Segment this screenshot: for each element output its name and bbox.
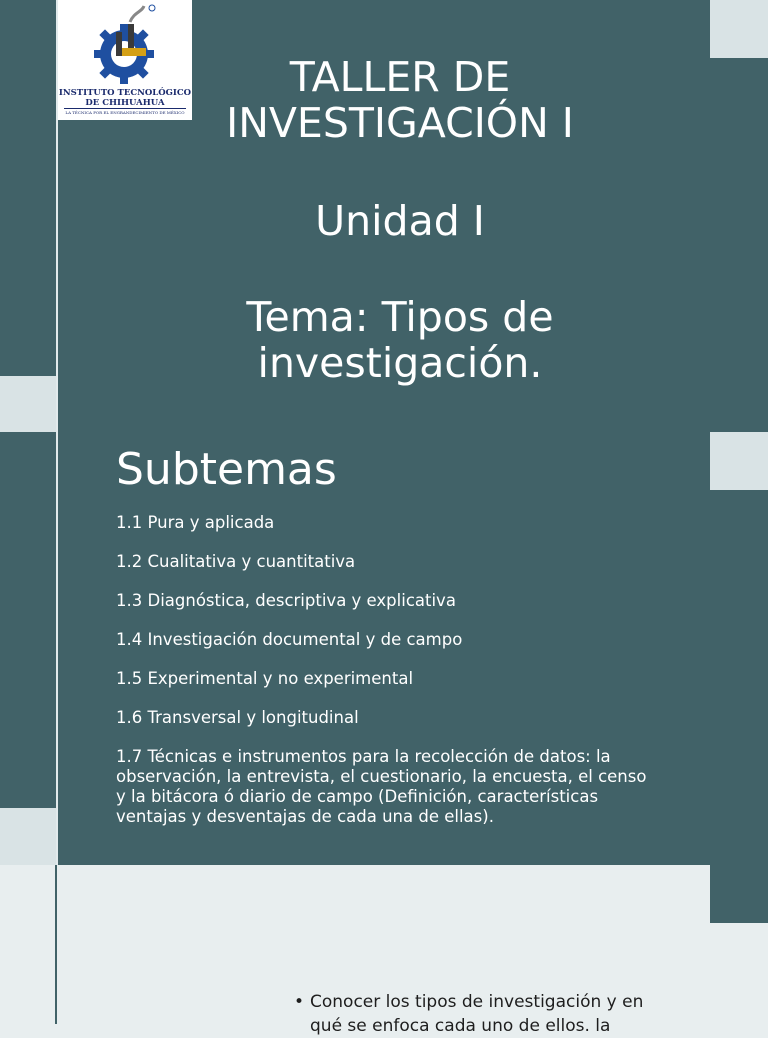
list-item: 1.1 Pura y aplicada [116, 513, 275, 532]
logo-name-line-2: DE CHIHUAHUA [85, 98, 165, 108]
objective-bullet [294, 990, 714, 1038]
topic-title [130, 294, 670, 386]
course-title [130, 54, 670, 146]
bullet-icon: • [294, 992, 305, 1012]
course-title-line-1: TALLER DE [289, 53, 511, 101]
left-accent-square [0, 376, 56, 432]
course-title-line-2: INVESTIGACIÓN I [226, 99, 574, 147]
topic-title-line-1: Tema: Tipos de [246, 293, 554, 341]
bullet-text-line-1: Conocer los tipos de investigación y en [310, 992, 644, 1012]
list-item: 1.5 Experimental y no experimental [116, 669, 414, 688]
unit-title: Unidad I [315, 197, 485, 245]
subtopics-list [116, 513, 656, 846]
slide-title [0, 0, 768, 432]
corner-accent-square [710, 432, 768, 490]
bullet-text-line-2: qué se enfoca cada uno de ellos. la [310, 1016, 611, 1036]
topic-title-line-2: investigación. [257, 339, 543, 387]
left-accent-square [0, 808, 56, 865]
subtopics-heading: Subtemas [116, 444, 337, 495]
bullet-line-1 [294, 990, 714, 1014]
logo-motto: LA TÉCNICA POR EL ENGRANDECIMIENTO DE MÉXICO [65, 110, 185, 115]
left-accent-bar [0, 432, 56, 808]
list-item: 1.3 Diagnóstica, descriptiva y explicativa [116, 591, 456, 610]
list-item: 1.4 Investigación documental y de campo [116, 630, 463, 649]
list-item: 1.6 Transversal y longitudinal [116, 708, 359, 727]
logo-name-line-1: INSTITUTO TECNOLÓGICO [58, 88, 192, 98]
list-item: 1.7 Técnicas e instrumentos para la recolección de datos: la observación, la entrevista, el cuestionario, la encuesta, el censo y la bitácora ó diario de campo (Definición, características ventajas y desventajas de cada una de ellas). [116, 747, 647, 826]
left-divider-line [55, 865, 57, 1024]
left-accent-bar [0, 0, 56, 376]
list-item: 1.2 Cualitativa y cuantitativa [116, 552, 356, 571]
corner-accent-square [710, 865, 768, 923]
corner-accent-square [710, 0, 768, 58]
